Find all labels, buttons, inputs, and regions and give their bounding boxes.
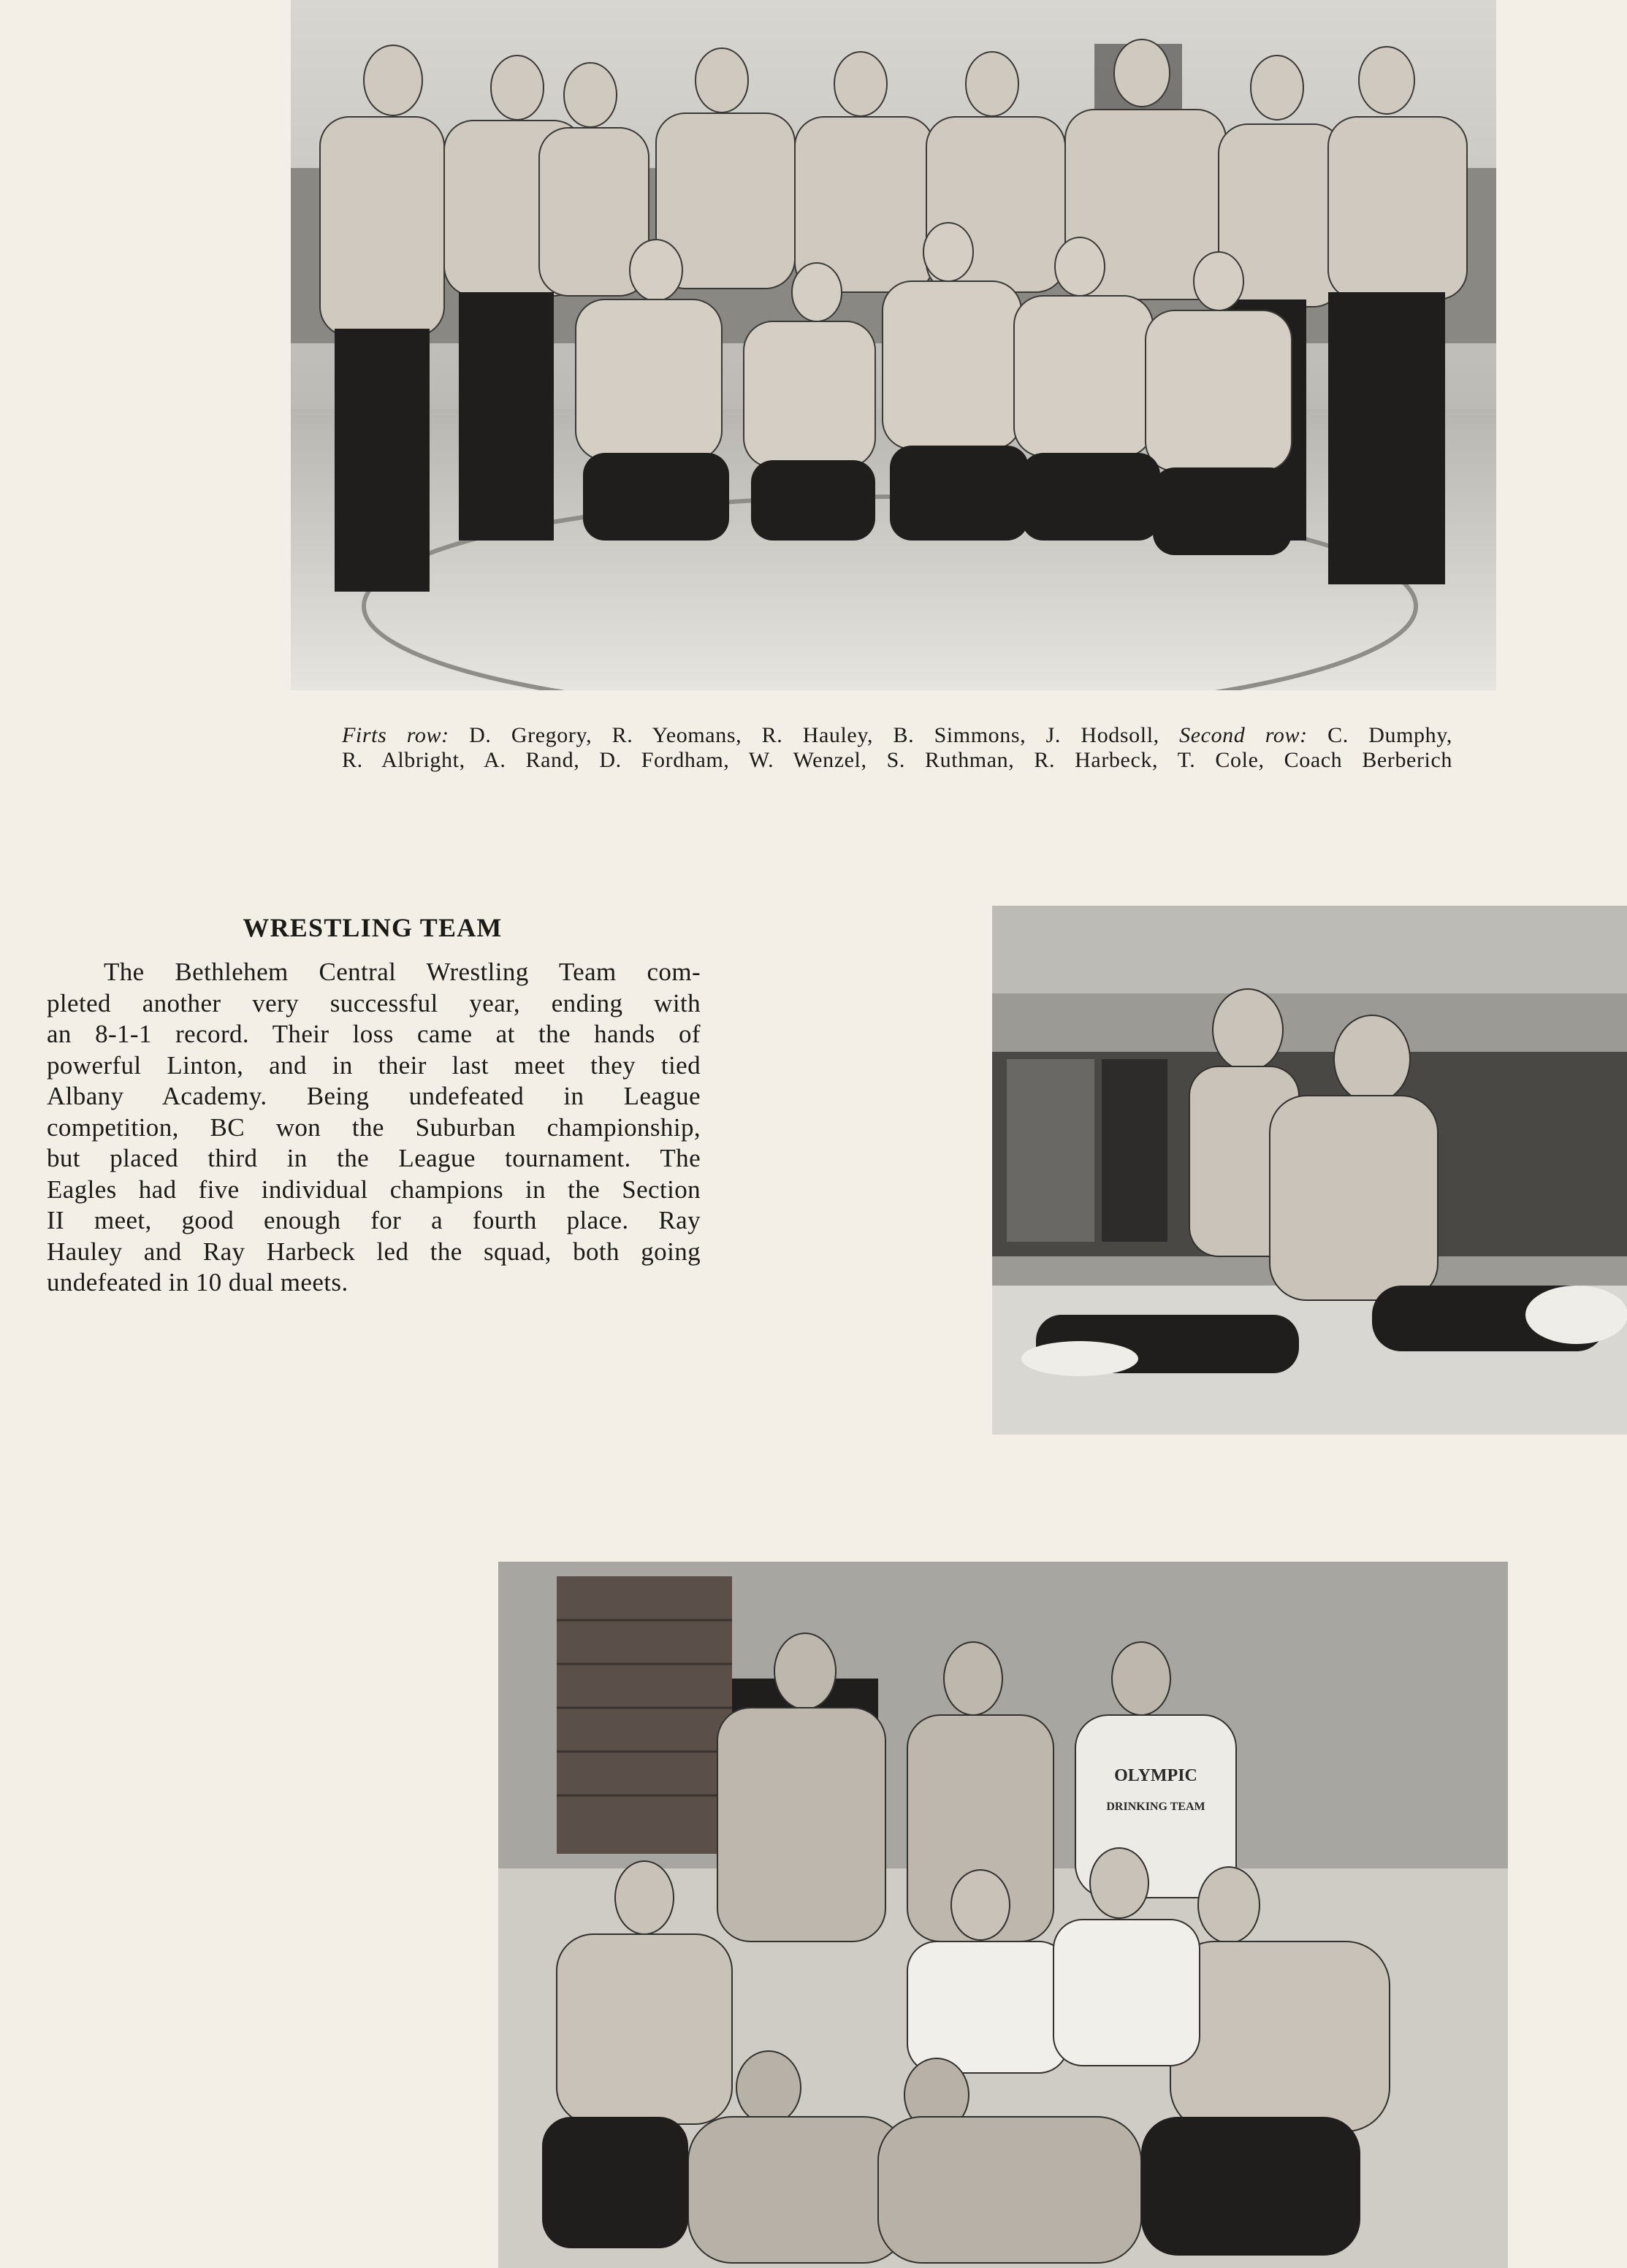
article-line: undefeated in 10 dual meets. bbox=[47, 1268, 348, 1297]
article-line: Albany Academy. Being undefeated in League bbox=[47, 1082, 701, 1110]
practice-session-photo-image bbox=[498, 1562, 1508, 2268]
sweatshirt-text-line-1: OLYMPIC bbox=[1114, 1766, 1197, 1785]
team-group-photo bbox=[291, 0, 1496, 690]
team-photo-caption bbox=[342, 723, 1452, 773]
article-line: powerful Linton, and in their last meet they tied bbox=[47, 1050, 701, 1080]
article-line: Eagles had five individual champions in the Section bbox=[47, 1175, 701, 1204]
wrestling-match-photo bbox=[992, 906, 1627, 1435]
first-row-names: D. Gregory, R. Yeomans, R. Hauley, B. Simmons, J. Hodsoll, bbox=[469, 723, 1159, 747]
article-line: an 8-1-1 record. Their loss came at the hands of bbox=[47, 1020, 701, 1048]
article-line: II meet, good enough for a fourth place. Ray bbox=[47, 1206, 701, 1234]
article-line: Hauley and Ray Harbeck led the squad, both going bbox=[47, 1237, 701, 1266]
sweatshirt-text-line-2: DRINKING TEAM bbox=[1106, 1801, 1205, 1813]
second-row-names-part-1: C. Dumphy, bbox=[1327, 723, 1453, 747]
caption-line-1 bbox=[342, 723, 1452, 748]
practice-session-photo bbox=[498, 1562, 1508, 2268]
article-line: competition, BC won the Suburban championship, bbox=[47, 1112, 701, 1142]
article-body bbox=[47, 957, 701, 1299]
second-row-label: Second row: bbox=[1179, 723, 1308, 747]
team-group-photo-image bbox=[291, 0, 1496, 690]
article-line: pleted another very successful year, ending with bbox=[47, 988, 701, 1017]
wrestling-match-photo-image bbox=[992, 906, 1627, 1435]
article-line: The Bethlehem Central Wrestling Team com- bbox=[104, 958, 701, 986]
article-line: but placed third in the League tournament. The bbox=[47, 1144, 701, 1172]
article-heading: WRESTLING TEAM bbox=[243, 913, 503, 942]
caption-line-2: R. Albright, A. Rand, D. Fordham, W. Wenzel, S. Ruthman, R. Harbeck, T. Cole, Coach Berberich bbox=[342, 748, 1452, 772]
first-row-label: Firts row: bbox=[342, 723, 449, 747]
